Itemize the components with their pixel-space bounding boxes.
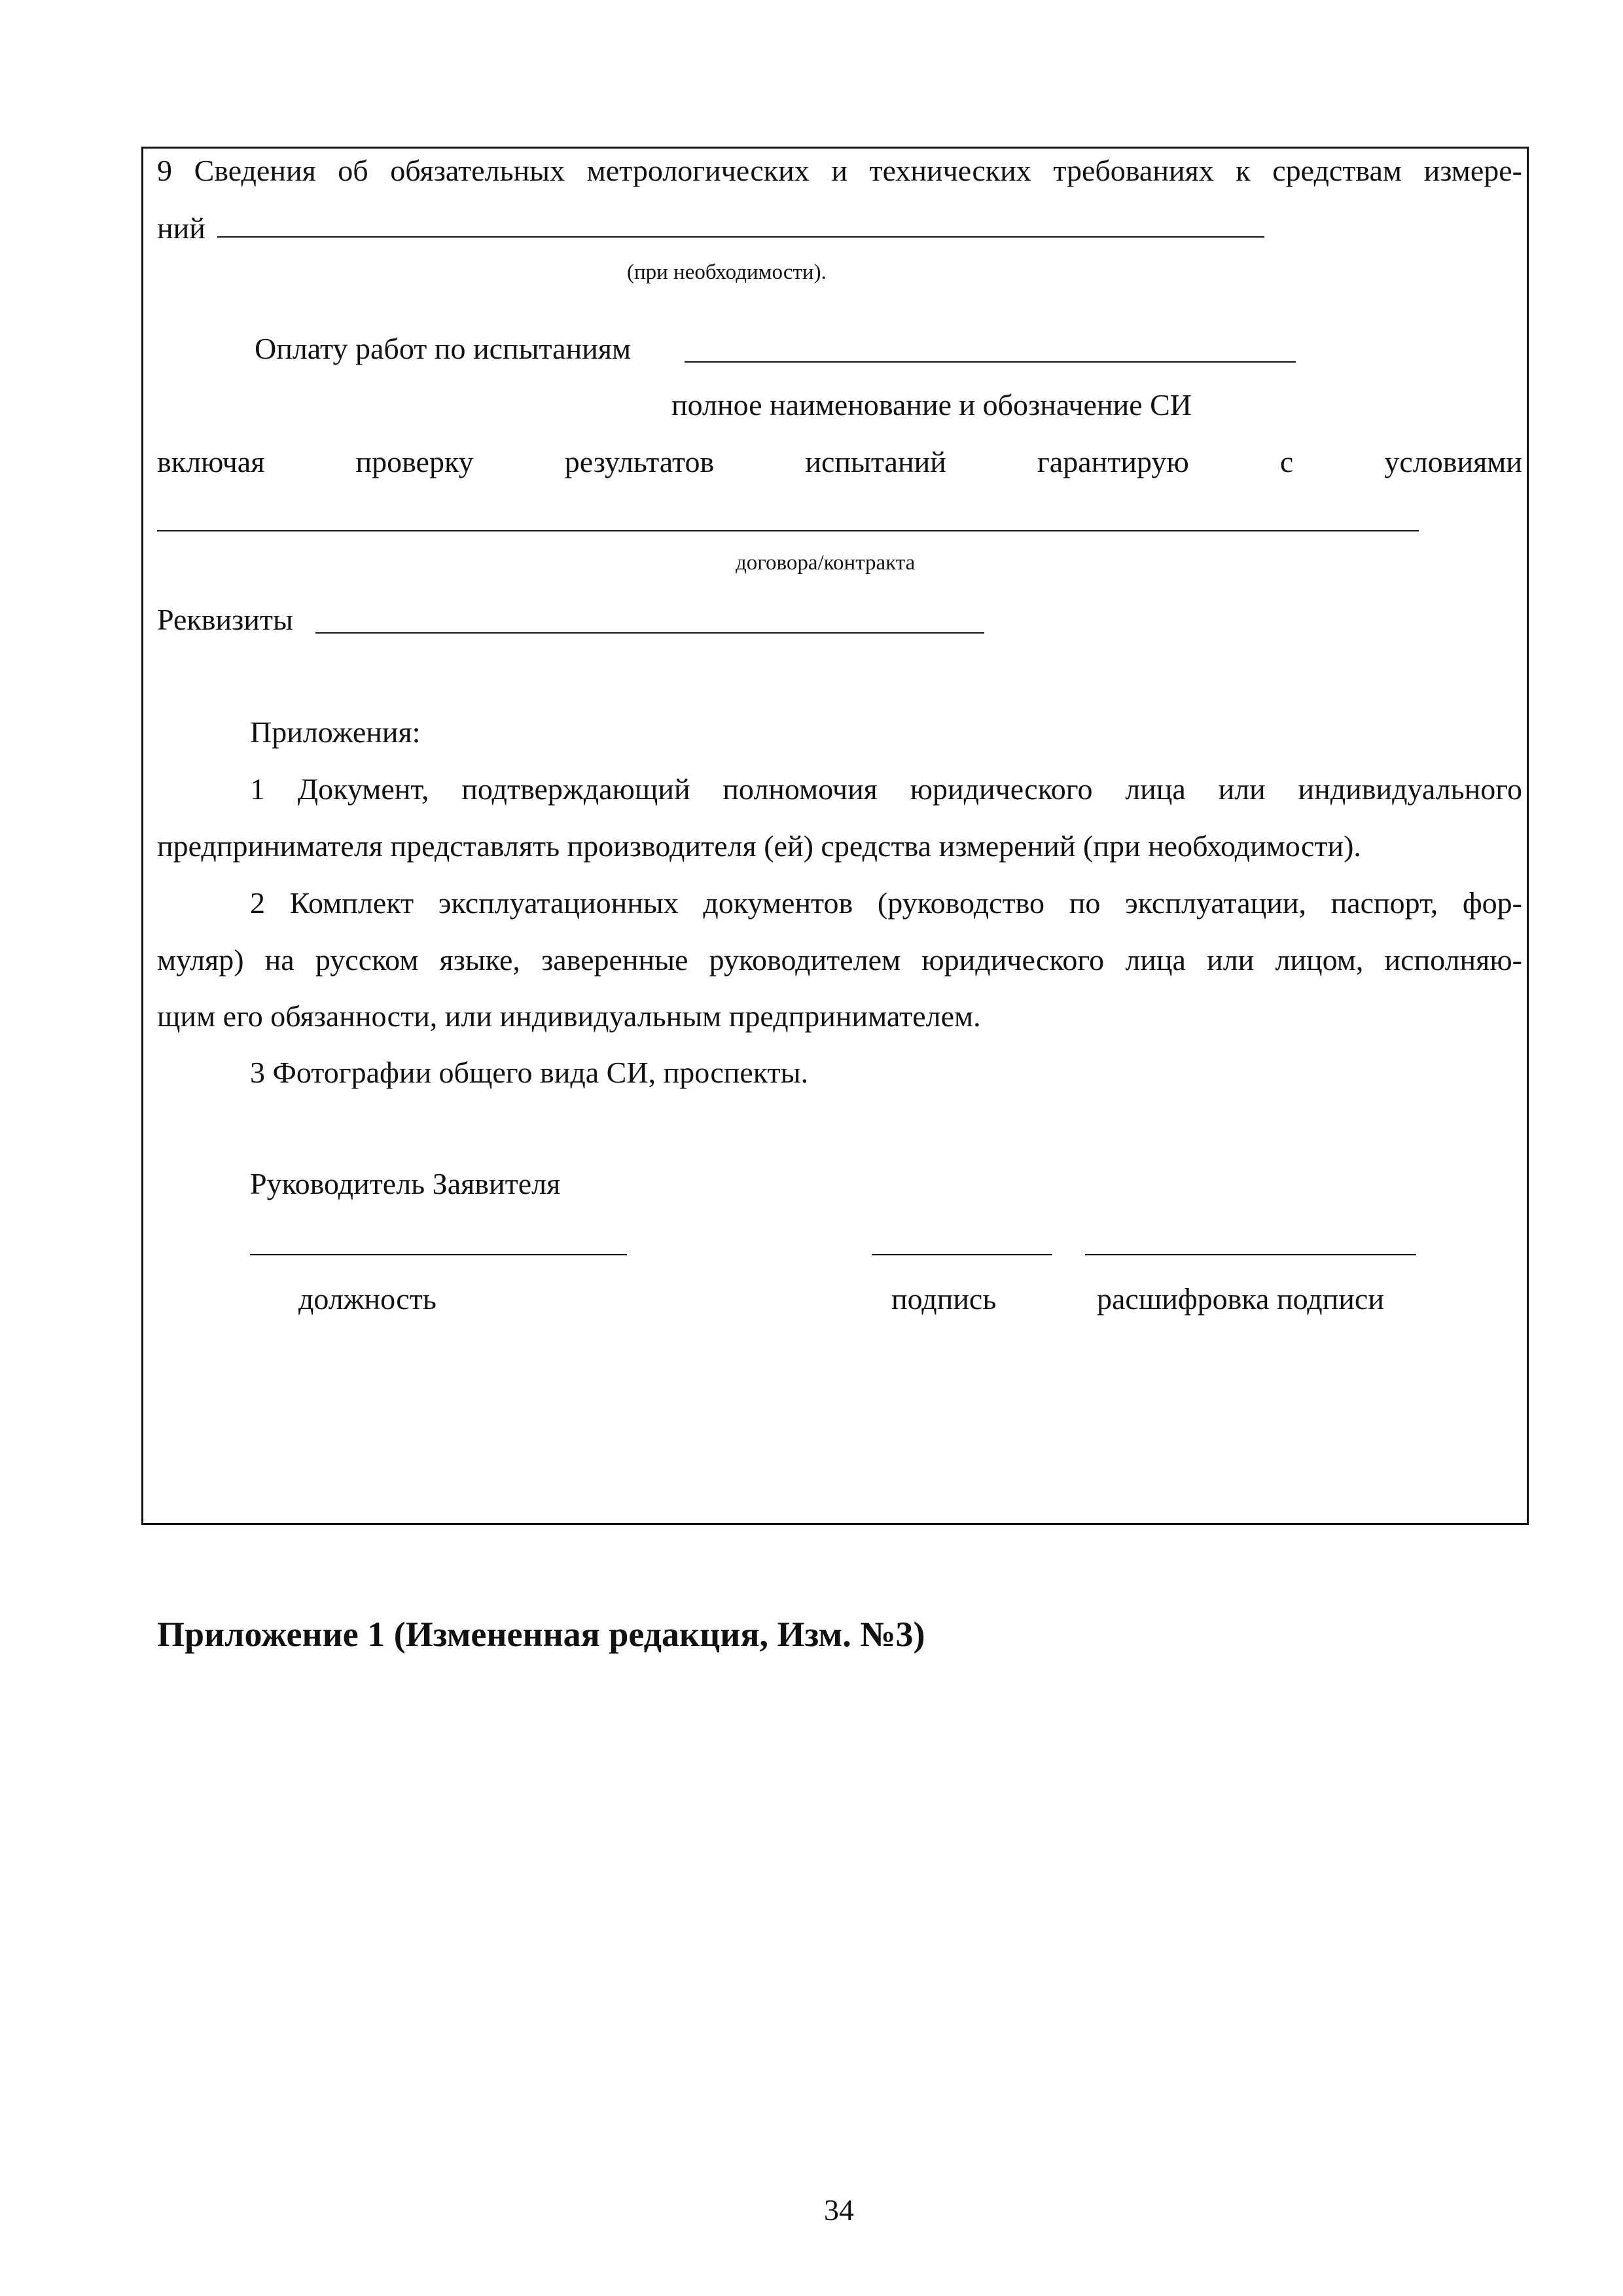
decoding-fill-line bbox=[1085, 1254, 1416, 1255]
contract-fill-line bbox=[157, 530, 1419, 531]
signature-label: подпись bbox=[891, 1282, 997, 1316]
attachment3: 3 Фотографии общего вида СИ, проспекты. bbox=[250, 1056, 809, 1089]
signature-fill-line bbox=[872, 1254, 1052, 1255]
position-fill-line bbox=[250, 1254, 627, 1255]
requisites-label: Реквизиты bbox=[157, 603, 293, 636]
attachment1-line1: 1 Документ, подтверждающий полномочия юридического лица или индивидуального bbox=[250, 772, 1522, 806]
word-rezultatov: результатов bbox=[564, 445, 715, 478]
word-vklyuchaya: включая bbox=[157, 445, 265, 478]
word-s: с bbox=[1279, 445, 1294, 478]
item9-hint: (при необходимости). bbox=[627, 260, 827, 284]
item9-line1: 9 Сведения об обязательных метрологических и технических требованиях к средствам измере- bbox=[157, 154, 1522, 187]
payment-conditions-row bbox=[157, 447, 1522, 477]
payment-hint: полное наименование и обозначение СИ bbox=[671, 388, 1192, 422]
payment-fill-line bbox=[685, 361, 1296, 363]
page-number: 34 bbox=[824, 2193, 854, 2227]
word-garantiruyu: гарантирую bbox=[1037, 445, 1189, 478]
position-label: должность bbox=[298, 1282, 437, 1316]
attachment1-line2: предпринимателя представлять производителя (ей) средства измерений (при необходимости). bbox=[157, 829, 1361, 863]
payment-prefix: Оплату работ по испытаниям bbox=[255, 332, 632, 365]
item9-fill-line bbox=[217, 236, 1264, 238]
word-ispytaniy: испытаний bbox=[805, 445, 946, 478]
signature-decoding-label: расшифровка подписи bbox=[1097, 1282, 1384, 1316]
attachment2-line1: 2 Комплект эксплуатационных документов (руководство по эксплуатации, паспорт, фор- bbox=[250, 886, 1522, 920]
requisites-fill-line bbox=[315, 632, 984, 634]
head-of-applicant-label: Руководитель Заявителя bbox=[250, 1167, 561, 1200]
attachments-title: Приложения: bbox=[250, 715, 421, 749]
word-usloviyami: условиями bbox=[1384, 445, 1522, 478]
item9-line2-prefix: ний bbox=[157, 211, 205, 245]
attachment2-line3: щим его обязанности, или индивидуальным предпринимателем. bbox=[157, 999, 981, 1033]
section-heading: Приложение 1 (Измененная редакция, Изм. №3) bbox=[157, 1615, 925, 1654]
attachment2-line2: муляр) на русском языке, заверенные руководителем юридического лица или лицом, исполняю- bbox=[157, 943, 1522, 977]
contract-hint: договора/контракта bbox=[736, 551, 916, 575]
word-proverku: проверку bbox=[355, 445, 474, 478]
